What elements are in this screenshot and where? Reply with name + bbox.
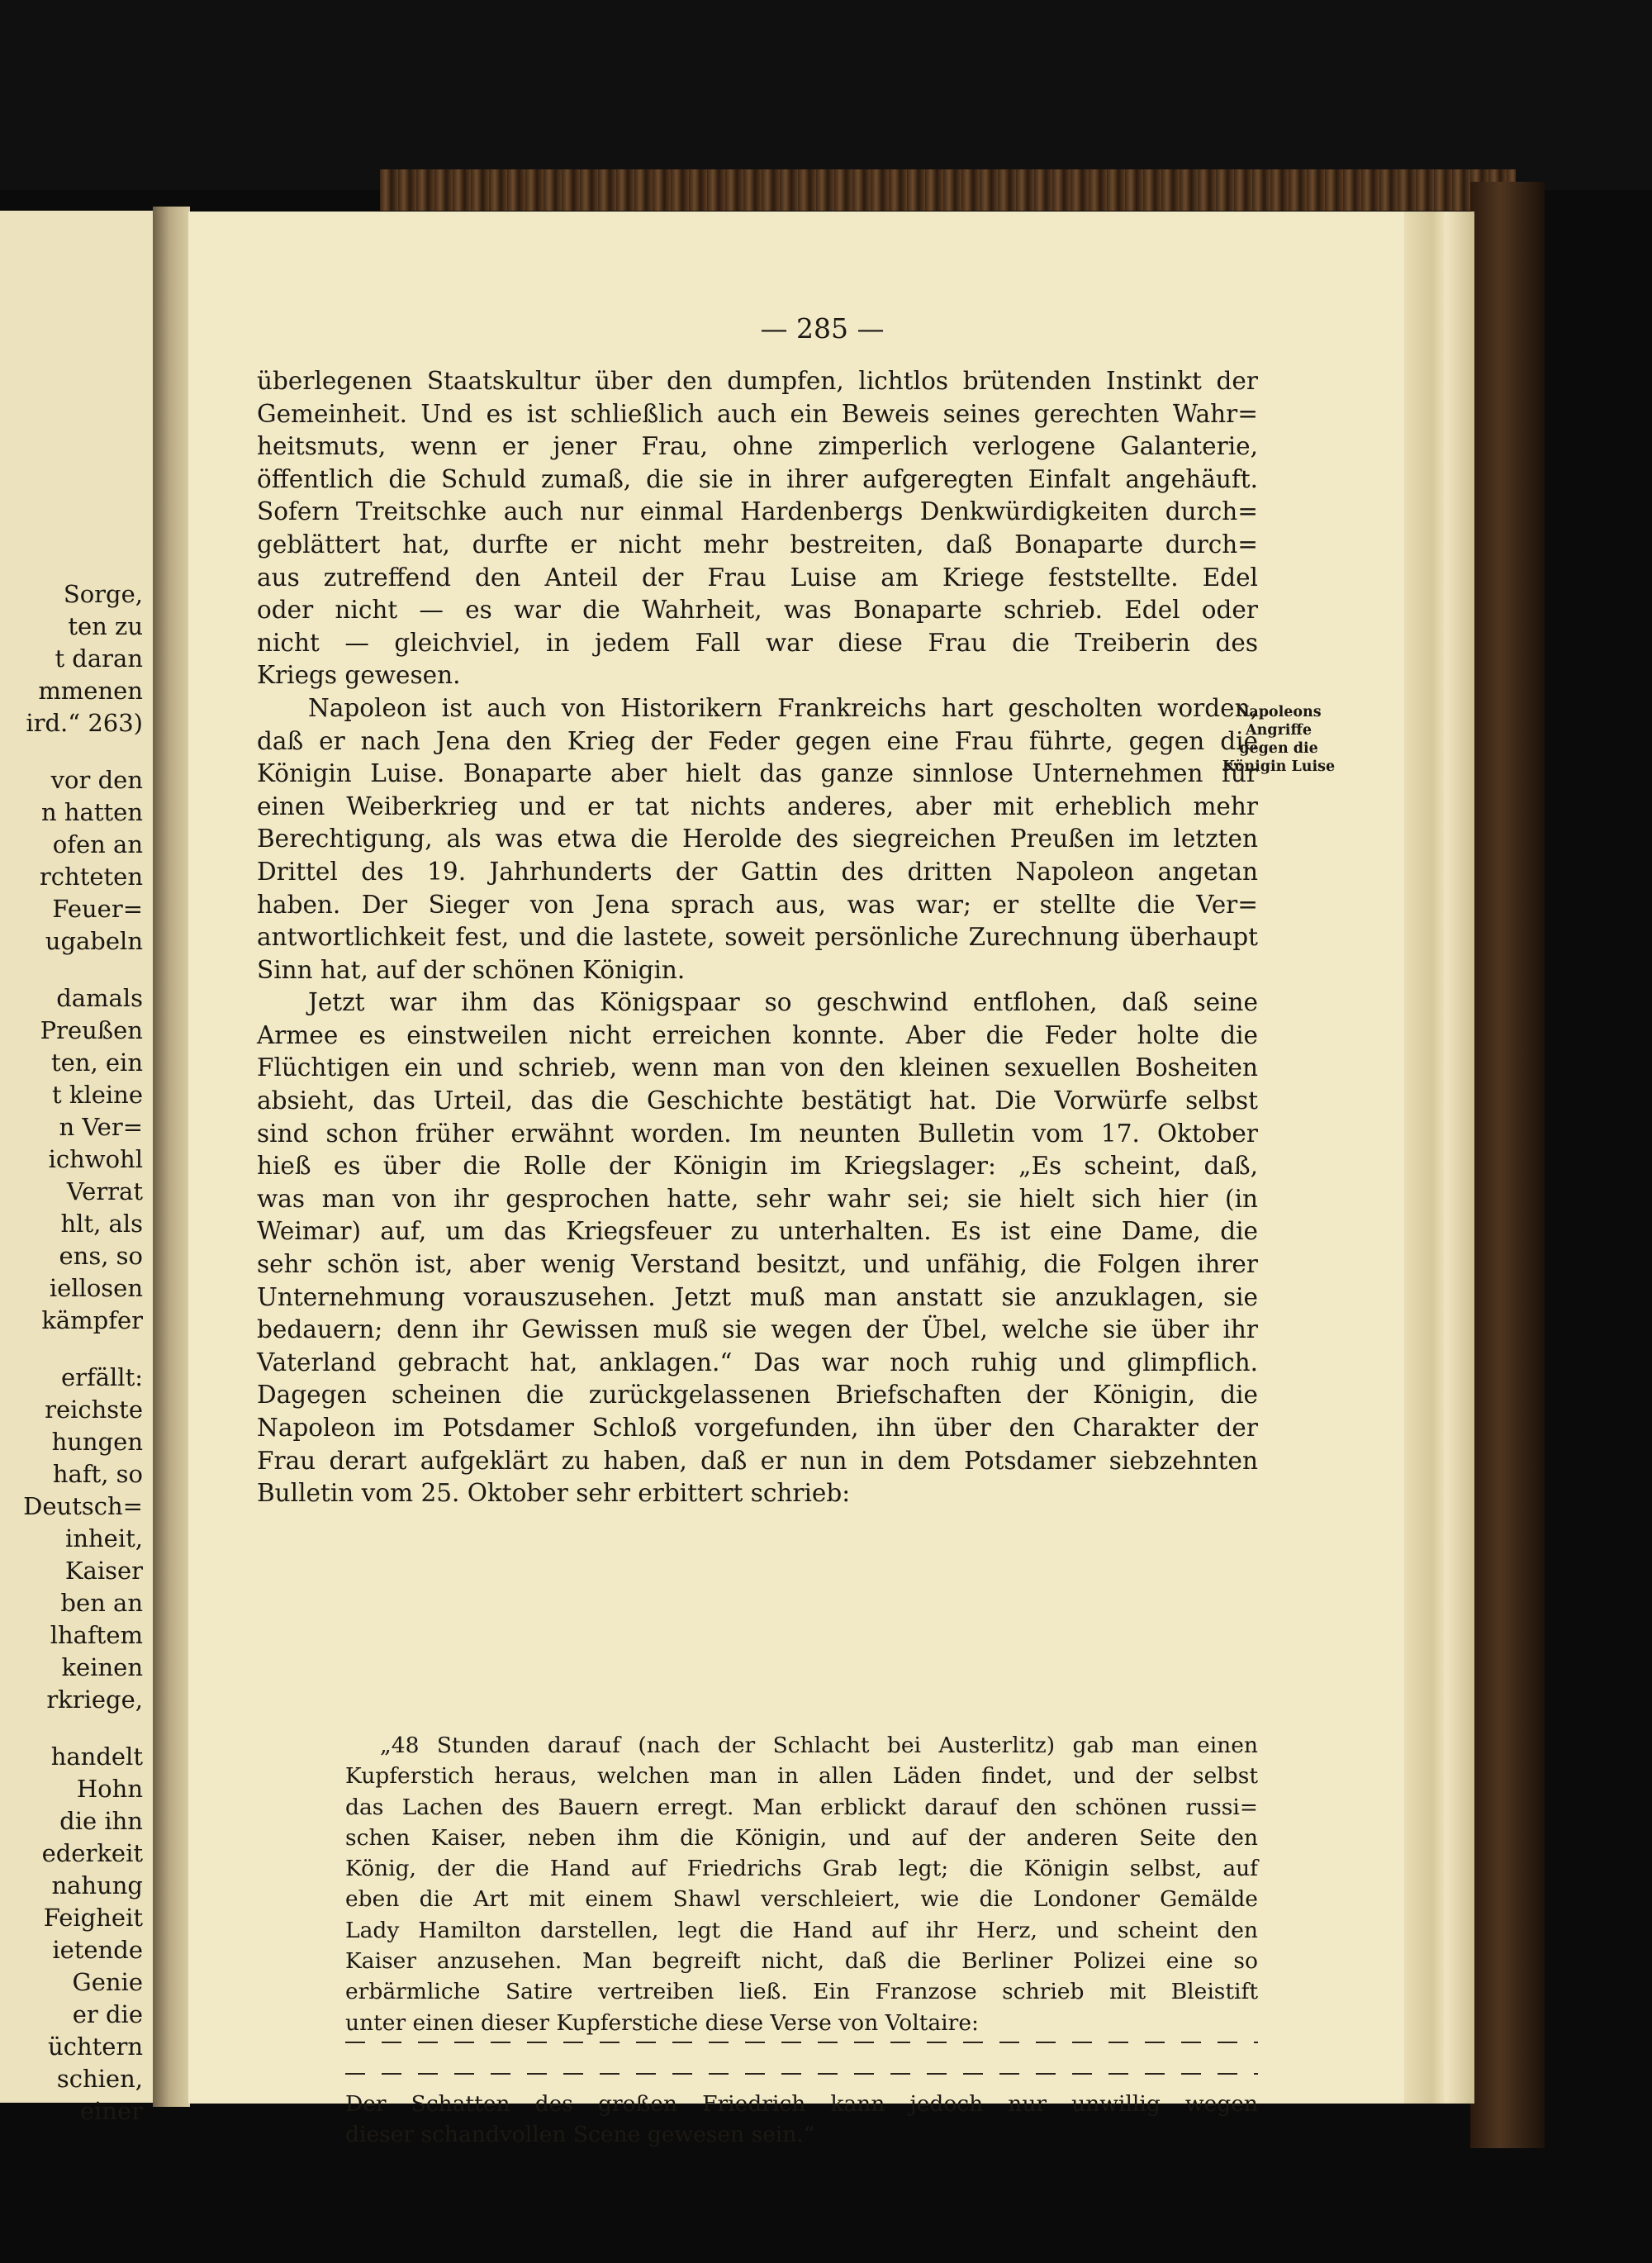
page-stack-edge — [1404, 212, 1474, 2104]
left-page-line: ird.“ 263) — [26, 709, 143, 737]
left-page-line: kämpfer — [41, 1306, 143, 1334]
left-page-line: ben an — [60, 1589, 143, 1617]
left-page-line: inheit, — [65, 1524, 143, 1552]
left-page-line: hlt, als — [60, 1210, 143, 1238]
left-page-line: keinen — [61, 1653, 143, 1681]
quote-line: dieser schandvollen Scene gewesen sein.“ — [345, 2122, 815, 2148]
text-line: daß er nach Jena den Krieg der Feder gegen eine Frau führte, gegen die — [257, 726, 1258, 755]
left-page-line: Hohn — [76, 1775, 143, 1803]
left-page — [0, 211, 158, 2125]
text-line: Napoleon im Potsdamer Schloß vorgefunden, ihn über den Charakter der — [257, 1414, 1258, 1442]
left-page-line — [0, 1337, 153, 1362]
text-line: Königin Luise. Bonaparte aber hielt das ganze sinnlose Unternehmen für — [257, 759, 1258, 788]
quote-line: Der Schatten des großen Friedrich kann jedoch nur unwillig wegen — [345, 2091, 1258, 2117]
left-page-line: schien, — [56, 2065, 143, 2093]
left-page-line: n hatten — [40, 798, 143, 826]
left-page-line: Sorge, — [63, 580, 143, 608]
quote-line: „48 Stunden darauf (nach der Schlacht bei Austerlitz) gab man einen — [380, 1733, 1258, 1758]
left-page-line: hungen — [51, 1428, 143, 1456]
text-line: aus zutreffend den Anteil der Frau Luise am Kriege feststellte. Edel — [257, 563, 1258, 592]
margin-note-line: Napoleons — [1236, 704, 1322, 720]
text-line: Sinn hat, auf der schönen Königin. — [257, 955, 686, 984]
left-page-line: vor den — [50, 766, 143, 794]
text-line: haben. Der Sieger von Jena sprach aus, was war; er stellte die Ver= — [257, 890, 1258, 919]
left-page-line: ugabeln — [45, 927, 143, 955]
left-page-line: n Ver= — [59, 1113, 143, 1141]
right-page — [188, 212, 1456, 2148]
text-line: nicht — gleichviel, in jedem Fall war diese Frau die Treiberin des — [257, 628, 1258, 657]
margin-note — [1217, 703, 1341, 776]
left-page-line: erfällt: — [60, 1363, 143, 1391]
left-page-line: ten zu — [68, 612, 143, 640]
text-line: Frau derart aufgeklärt zu haben, daß er nun in dem Potsdamer siebzehnten — [257, 1446, 1258, 1475]
quote-line: schen Kaiser, neben ihm die Königin, und auf der anderen Seite den — [345, 1824, 1258, 1851]
left-page-line — [0, 739, 153, 764]
text-line: oder nicht — es war die Wahrheit, was Bonaparte schrieb. Edel oder — [257, 596, 1258, 625]
omission-dashes-line-1 — [345, 2042, 1258, 2043]
text-line: Flüchtigen ein und schrieb, wenn man von den kleinen sexuellen Bosheiten — [257, 1053, 1258, 1082]
quote-line: König, der die Hand auf Friedrichs Grab legt; die Königin selbst, auf — [345, 1856, 1258, 1882]
book-cover-top-edge — [380, 169, 1516, 211]
text-line: öffentlich die Schuld zumaß, die sie in ihrer aufgeregten Einfalt angehäuft. — [257, 464, 1258, 493]
left-page-line: mmenen — [38, 677, 143, 705]
left-page-line: Deutsch= — [23, 1492, 143, 1520]
left-page-line: ofen an — [52, 830, 143, 858]
text-line: hieß es über die Rolle der Königin im Kriegslager: „Es scheint, daß, — [257, 1152, 1258, 1181]
left-page-line: Kaiser — [64, 1557, 143, 1585]
left-page-line: reichste — [45, 1395, 143, 1424]
left-page-line: t daran — [55, 644, 143, 673]
text-line: absieht, das Urteil, das die Geschichte bestätigt hat. Die Vorwürfe selbst — [257, 1086, 1258, 1115]
quote-line: Lady Hamilton darstellen, legt die Hand auf ihr Herz, und scheint den — [345, 1917, 1258, 1943]
left-page-line: handelt — [50, 1742, 143, 1771]
text-line: Dagegen scheinen die zurückgelassenen Briefschaften der Königin, die — [257, 1381, 1258, 1410]
left-page-line: nahung — [51, 1871, 143, 1899]
margin-note-line: gegen die — [1239, 740, 1318, 757]
text-line: Bulletin vom 25. Oktober sehr erbittert schrieb: — [257, 1479, 851, 1508]
left-page-line: ietende — [52, 1936, 143, 1964]
quote-block — [345, 1730, 1258, 2038]
text-line: sind schon früher erwähnt worden. Im neunten Bulletin vom 17. Oktober — [257, 1119, 1258, 1148]
omission-dashes-line-2 — [345, 2073, 1258, 2075]
text-line: sehr schön ist, aber wenig Verstand besitzt, und unfähig, die Folgen ihrer — [257, 1250, 1258, 1279]
left-page-line: Feigheit — [43, 1904, 143, 1932]
margin-note-line: Angriffe — [1246, 722, 1312, 739]
text-line: Jetzt war ihm das Königspaar so geschwind entflohen, daß seine — [308, 988, 1258, 1017]
quote-line: das Lachen des Bauern erregt. Man erblickt darauf den schönen russi= — [345, 1794, 1258, 1820]
left-page-line: ens, so — [59, 1242, 143, 1270]
quote-line: Kupferstich heraus, welchen man in allen Läden findet, und der selbst — [345, 1763, 1258, 1790]
left-page-text — [0, 578, 153, 2128]
text-line: Sofern Treitschke auch nur einmal Hardenbergs Denkwürdigkeiten durch= — [257, 497, 1258, 526]
text-line: bedauern; denn ihr Gewissen muß sie wegen der Übel, welche sie über ihr — [257, 1315, 1258, 1344]
page-number: — 285 — — [760, 312, 885, 345]
left-page-line — [0, 1716, 153, 1741]
quote-line: Kaiser anzusehen. Man begreift nicht, daß die Berliner Polizei eine so — [345, 1948, 1258, 1975]
left-page-line: Verrat — [66, 1177, 143, 1205]
left-page-line: ederkeit — [41, 1839, 143, 1867]
text-line: überlegenen Staatskultur über den dumpfen, lichtlos brütenden Instinkt der — [257, 367, 1258, 395]
text-line: Vaterland gebracht hat, anklagen.“ Das war noch ruhig und glimpflich. — [257, 1348, 1258, 1376]
quote-line: unter einen dieser Kupferstiche diese Verse von Voltaire: — [345, 2009, 979, 2036]
text-line: Unternehmung vorauszusehen. Jetzt muß man anstatt sie anzuklagen, sie — [257, 1282, 1258, 1311]
left-page-line: ten, ein — [50, 1048, 143, 1077]
text-line: Drittel des 19. Jahrhunderts der Gattin des dritten Napoleon angetan — [257, 857, 1258, 886]
left-page-line — [0, 958, 153, 982]
left-page-line: t kleine — [52, 1081, 143, 1109]
book-cover-right-edge — [1470, 182, 1545, 2148]
text-line: einen Weiberkrieg und er tat nichts anderes, aber mit erheblich mehr — [257, 792, 1258, 820]
dark-background — [0, 0, 1652, 190]
main-text-block — [257, 365, 1258, 1510]
left-page-line: ichwohl — [48, 1145, 143, 1173]
quote-line: eben die Art mit einem Shawl verschleiert, wie die Londoner Gemälde — [345, 1886, 1258, 1913]
text-line: Armee es einstweilen nicht erreichen konnte. Aber die Feder holte die — [257, 1020, 1258, 1049]
text-line: Gemeinheit. Und es ist schließlich auch ein Beweis seines gerechten Wahr= — [257, 399, 1258, 428]
quote-end-block — [345, 2089, 1258, 2151]
text-line: was man von ihr gesprochen hatte, sehr wahr sei; sie hielt sich hier (in — [257, 1184, 1258, 1213]
left-page-line: iellosen — [49, 1274, 143, 1302]
left-page-line: Feuer= — [52, 895, 143, 923]
left-page-line: rchteten — [39, 863, 143, 891]
text-line: heitsmuts, wenn er jener Frau, ohne zimperlich verlogene Galanterie, — [257, 432, 1258, 461]
left-page-line: Genie — [72, 1968, 143, 1996]
text-line: Berechtigung, als was etwa die Herolde des siegreichen Preußen im letzten — [257, 825, 1258, 853]
text-line: antwortlichkeit fest, und die lastete, soweit persönliche Zurechnung überhaupt — [257, 923, 1258, 952]
left-page-line: rkriege, — [46, 1685, 143, 1714]
left-page-line: einer — [79, 2097, 143, 2125]
quote-line: erbärmliche Satire vertreiben ließ. Ein Franzose schrieb mit Bleistift — [345, 1979, 1258, 2005]
book-gutter — [153, 207, 190, 2107]
left-page-line: er die — [72, 2000, 143, 2028]
left-page-line: damals — [56, 984, 143, 1012]
text-line: Napoleon ist auch von Historikern Frankreichs hart gescholten worden, — [308, 693, 1258, 722]
left-page-line: üchtern — [48, 2032, 143, 2061]
margin-note-line: Königin Luise — [1222, 758, 1336, 775]
left-page-line: die ihn — [59, 1807, 143, 1835]
text-line: geblättert hat, durfte er nicht mehr bestreiten, daß Bonaparte durch= — [257, 530, 1258, 559]
left-page-line: Preußen — [40, 1016, 143, 1044]
left-page-line: lhaftem — [50, 1621, 143, 1649]
text-line: Kriegs gewesen. — [257, 661, 461, 690]
text-line: Weimar) auf, um das Kriegsfeuer zu unterhalten. Es ist eine Dame, die — [257, 1217, 1258, 1246]
left-page-line: haft, so — [52, 1460, 143, 1488]
